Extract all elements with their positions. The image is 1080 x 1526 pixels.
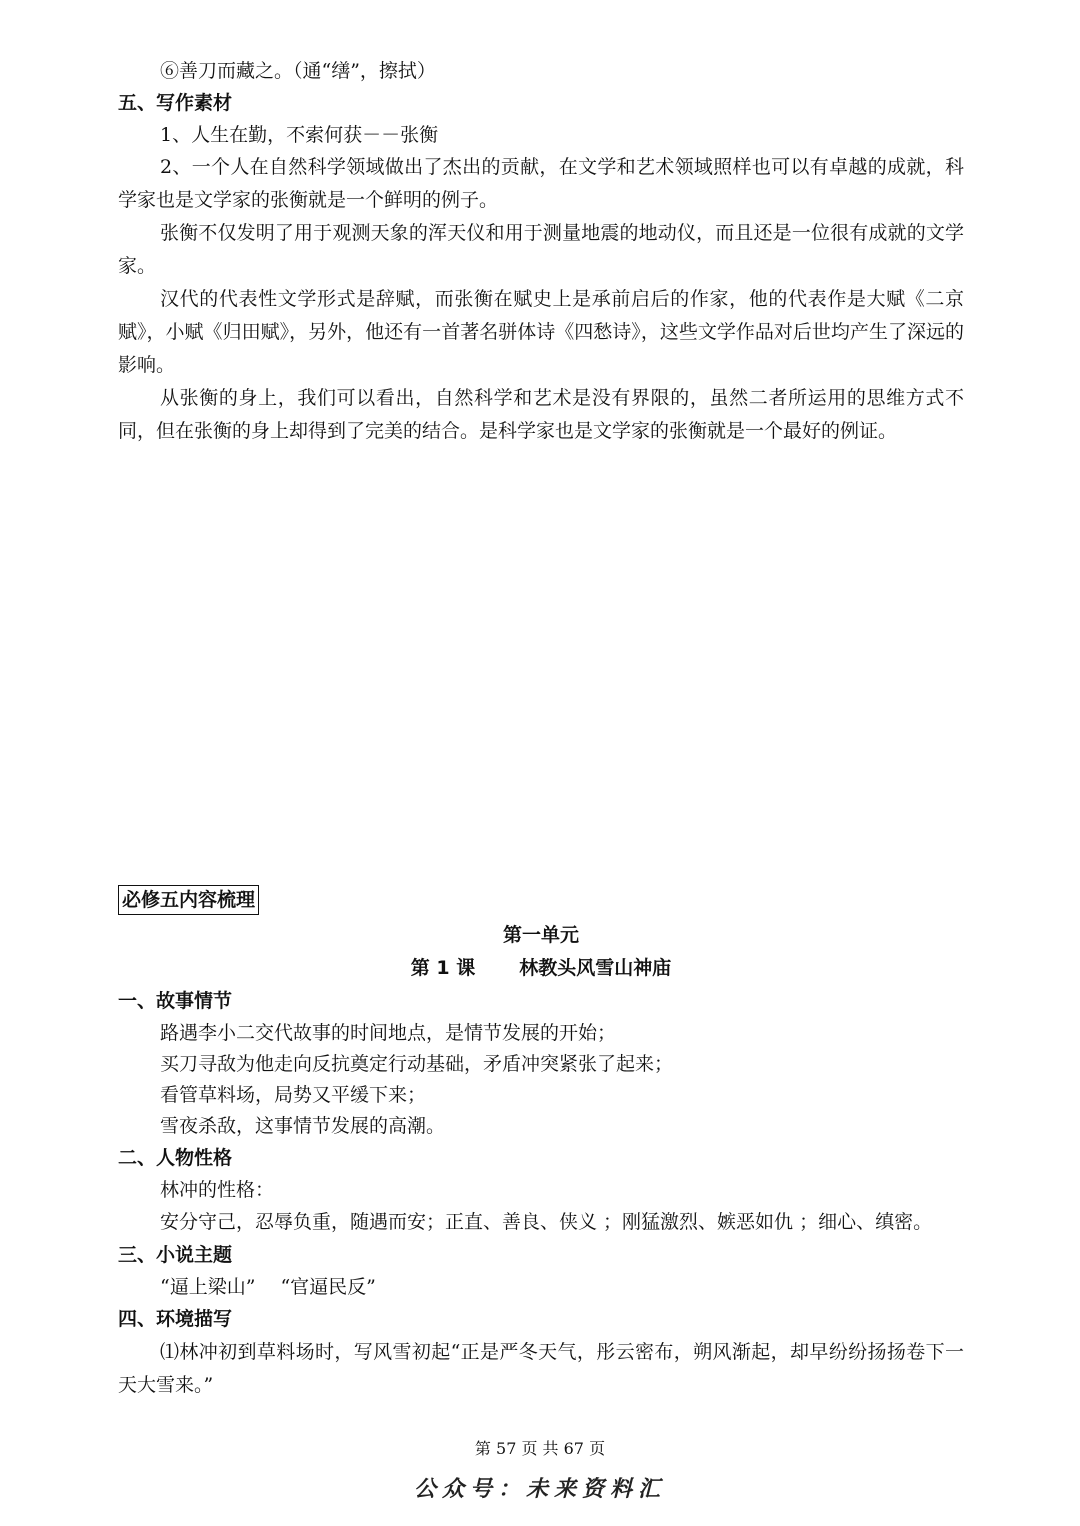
bottom-section — [118, 885, 964, 1402]
heading-theme: 三、小说主题 — [118, 1244, 233, 1266]
unit-title: 第一单元 — [502, 924, 579, 946]
material-item-1: 1、人生在勤，不索何获－－张衡 — [160, 124, 439, 146]
paragraph-literature: 汉代的代表性文学形式是辞赋，而张衡在赋史上是承前启后的作家，他的代表作是大赋《二京赋》，小赋《归田赋》，另外，他还有一首著名骈体诗《四愁诗》，这些文学作品对后世均产生了深远的影响。 — [118, 288, 964, 376]
note-6: ⑥善刀而藏之。（通“缮”，擦拭） — [160, 60, 436, 82]
plot-item: 雪夜杀敌，这事情节发展的高潮。 — [160, 1115, 446, 1137]
page-number: 第 57 页 共 67 页 — [474, 1439, 606, 1458]
lesson-name: 林教头风雪山神庙 — [519, 957, 672, 979]
paragraph-conclusion: 从张衡的身上，我们可以看出，自然科学和艺术是没有界限的，虽然二者所运用的思维方式不同，但在张衡的身上却得到了完美的结合。是科学家也是文学家的张衡就是一个最好的例证。 — [118, 387, 964, 442]
plot-item: 看管草料场，局势又平缓下来； — [160, 1084, 427, 1106]
document-page — [118, 56, 964, 1402]
plot-item: 买刀寻敌为他走向反抗奠定行动基础，矛盾冲突紧张了起来； — [160, 1053, 674, 1075]
paragraph-inventions: 张衡不仅发明了用于观测天象的浑天仪和用于测量地震的地动仪，而且还是一位很有成就的文学家。 — [118, 222, 964, 277]
plot-item: 路遇李小二交代故事的时间地点，是情节发展的开始； — [160, 1022, 617, 1044]
boxed-title-text: 必修五内容梳理 — [118, 885, 259, 915]
environment-item-1: ⑴林冲初到草料场时，写风雪初起“正是严冬天气，彤云密布，朔风渐起，却早纷纷扬扬卷下一天大雪来。” — [118, 1341, 964, 1396]
heading-writing-material: 五、写作素材 — [118, 92, 233, 114]
theme-text: “逼上梁山” “官逼民反” — [160, 1276, 376, 1298]
material-item-2: 2、一个人在自然科学领域做出了杰出的贡献，在文学和艺术领域照样也可以有卓越的成就，科学家也是文学家的张衡就是一个鲜明的例子。 — [118, 156, 964, 211]
heading-environment: 四、环境描写 — [118, 1308, 233, 1330]
heading-plot: 一、故事情节 — [118, 990, 233, 1012]
lesson-title — [118, 952, 964, 985]
lesson-label: 第 1 课 — [410, 957, 476, 979]
character-intro: 林冲的性格： — [160, 1179, 275, 1201]
watermark-text: 公众号：未来资料汇 — [413, 1476, 666, 1502]
boxed-section-title — [118, 885, 964, 915]
character-description: 安分守己，忍辱负重，随遇而安；正直、善良、侠义 ；刚猛激烈、嫉恶如仇 ；细心、缜密。 — [160, 1211, 933, 1233]
top-section — [118, 56, 964, 448]
heading-character: 二、人物性格 — [118, 1147, 233, 1169]
